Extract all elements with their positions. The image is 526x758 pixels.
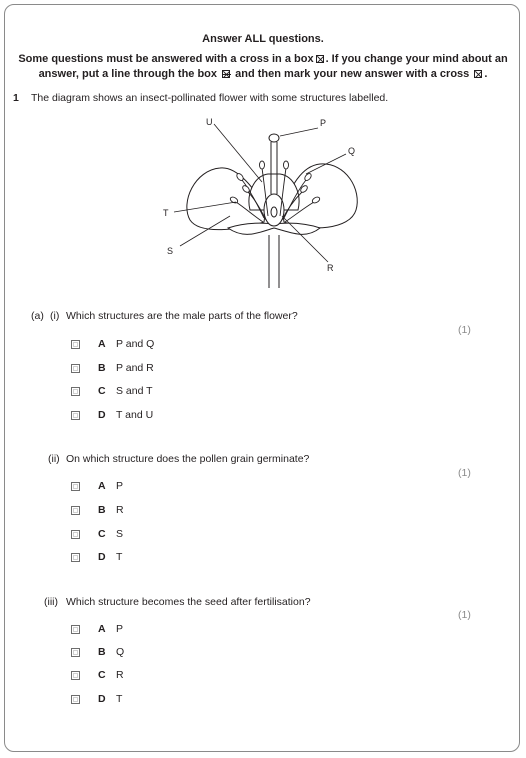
page-heading: Answer ALL questions. (202, 33, 324, 45)
instructions-line2a: answer, put a line through the box (38, 68, 218, 80)
option-text: T (116, 693, 123, 705)
checkbox[interactable] (71, 648, 80, 657)
option-letter: B (98, 646, 106, 658)
instructions-line1a: Some questions must be answered with a cross in a box (18, 53, 314, 65)
label-T: T (163, 208, 169, 218)
checkbox[interactable] (71, 625, 80, 634)
crossed-box-icon (316, 55, 324, 63)
option-letter: C (98, 528, 106, 540)
checkbox[interactable] (71, 671, 80, 680)
option-letter: A (98, 480, 106, 492)
instructions-line2b: and then mark your new answer with a cross (235, 68, 470, 80)
option-text: R (116, 669, 124, 681)
marks-a-iii: (1) (458, 609, 471, 621)
flower-stalk (269, 235, 279, 288)
option-text: Q (116, 646, 125, 658)
option-text: P (116, 623, 124, 635)
checkbox[interactable] (71, 482, 80, 491)
option-a-ii-A[interactable] (71, 480, 123, 492)
option-letter: B (98, 362, 106, 374)
question-a-iii-text: Which structure becomes the seed after fertilisation? (66, 596, 311, 608)
question-number: 1 (13, 92, 19, 104)
option-letter: C (98, 385, 106, 397)
instructions (14, 52, 512, 82)
option-text: P and R (116, 362, 154, 374)
option-a-iii-B[interactable] (71, 646, 124, 658)
option-a-iii-A[interactable] (71, 623, 123, 635)
sub-ii-label: (ii) (48, 453, 60, 465)
checkbox[interactable] (71, 387, 80, 396)
crossed-box-icon (474, 70, 482, 78)
option-letter: D (98, 693, 106, 705)
flower-diagram (150, 110, 380, 290)
flower-diagram-svg (150, 110, 380, 290)
option-a-i-A[interactable] (71, 338, 154, 350)
option-a-i-C[interactable] (71, 385, 153, 397)
option-text: T and U (116, 409, 154, 421)
instructions-line1b: . If you change your mind about an (325, 53, 508, 65)
checkbox[interactable] (71, 553, 80, 562)
option-text: P and Q (116, 338, 155, 350)
marks-a-i: (1) (458, 324, 471, 336)
struck-crossed-box-icon (222, 70, 230, 78)
question-a-i-text: Which structures are the male parts of the flower? (66, 310, 298, 322)
sub-i-label: (i) (50, 310, 60, 322)
option-text: R (116, 504, 124, 516)
checkbox[interactable] (71, 364, 80, 373)
option-letter: D (98, 551, 106, 563)
label-R: R (327, 263, 334, 273)
option-letter: A (98, 623, 106, 635)
option-letter: A (98, 338, 106, 350)
checkbox[interactable] (71, 340, 80, 349)
option-letter: B (98, 504, 106, 516)
label-S: S (167, 246, 174, 256)
option-text: S (116, 528, 124, 540)
ovule (271, 207, 277, 217)
marks-a-ii: (1) (458, 467, 471, 479)
checkbox[interactable] (71, 411, 80, 420)
option-letter: D (98, 409, 106, 421)
checkbox[interactable] (71, 506, 80, 515)
option-a-iii-D[interactable] (71, 693, 122, 705)
option-text: S and T (116, 385, 153, 397)
sub-iii-label: (iii) (44, 596, 58, 608)
stigma (269, 134, 279, 142)
option-text: T (116, 551, 123, 563)
option-a-iii-C[interactable] (71, 669, 124, 681)
option-a-i-B[interactable] (71, 362, 154, 374)
option-a-ii-C[interactable] (71, 528, 123, 540)
question-a-ii-text: On which structure does the pollen grain germinate? (66, 453, 310, 465)
option-a-ii-B[interactable] (71, 504, 124, 516)
label-Q: Q (348, 146, 356, 156)
checkbox[interactable] (71, 695, 80, 704)
question-stem: The diagram shows an insect-pollinated flower with some structures labelled. (31, 92, 389, 104)
option-a-ii-D[interactable] (71, 551, 122, 563)
label-U: U (206, 117, 213, 127)
label-P: P (320, 118, 327, 128)
checkbox[interactable] (71, 530, 80, 539)
instructions-line2c: . (484, 68, 488, 80)
option-text: P (116, 480, 124, 492)
option-a-i-D[interactable] (71, 409, 153, 421)
option-letter: C (98, 669, 106, 681)
part-a-label: (a) (31, 310, 44, 322)
